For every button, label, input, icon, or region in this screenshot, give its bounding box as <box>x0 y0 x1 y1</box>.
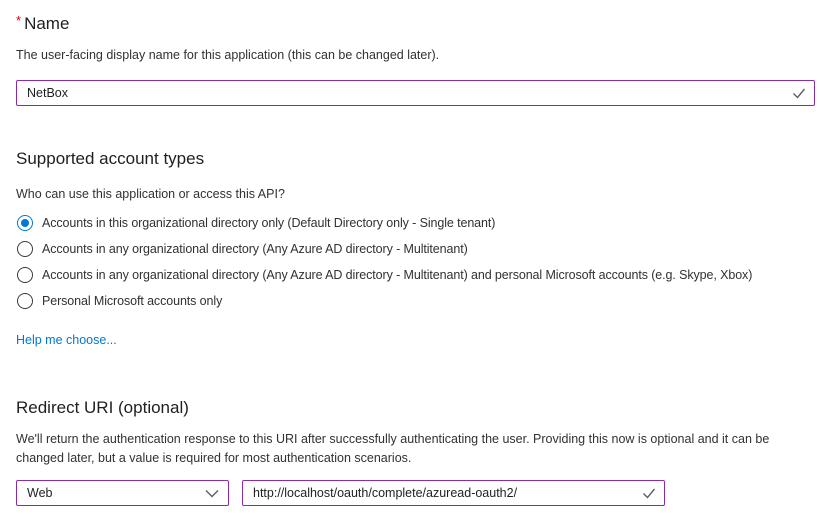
platform-select[interactable] <box>16 480 229 506</box>
radio-option-label: Accounts in this organizational directory only (Default Directory only - Single tenant) <box>42 216 496 230</box>
name-input-container <box>16 80 815 106</box>
app-registration-form <box>0 10 829 506</box>
required-asterisk: * <box>16 13 22 28</box>
radio-button[interactable] <box>17 293 33 309</box>
radio-option-personal-only[interactable] <box>16 288 815 314</box>
radio-button[interactable] <box>17 241 33 257</box>
radio-option-multitenant-personal[interactable] <box>16 262 815 288</box>
name-section-title <box>16 10 815 35</box>
platform-select-value: Web <box>27 486 53 500</box>
account-types-radio-group <box>16 210 815 314</box>
radio-button[interactable] <box>17 267 33 283</box>
name-label: Name <box>24 14 70 33</box>
chevron-down-icon <box>205 489 219 498</box>
redirect-uri-controls <box>16 480 815 506</box>
redirect-uri-input[interactable] <box>242 480 665 506</box>
redirect-uri-description: We'll return the authentication response to this URI after successfully authenticating the user. Providing this now is optional and it can be changed later, but a value is required for most authentication scenarios. <box>16 432 770 465</box>
redirect-uri-title: Redirect URI (optional) <box>16 398 189 417</box>
radio-option-multitenant[interactable] <box>16 236 815 262</box>
name-description: The user-facing display name for this application (this can be changed later). <box>16 48 440 62</box>
help-me-choose-link[interactable]: Help me choose... <box>16 333 117 347</box>
radio-option-single-tenant[interactable] <box>16 210 815 236</box>
radio-button[interactable] <box>17 215 33 231</box>
radio-option-label: Personal Microsoft accounts only <box>42 294 223 308</box>
redirect-uri-input-container <box>242 480 665 506</box>
account-types-title: Supported account types <box>16 149 205 168</box>
radio-option-label: Accounts in any organizational directory (Any Azure AD directory - Multitenant) and personal Microsoft accounts (e.g. Skype, Xbox) <box>42 268 753 282</box>
name-input[interactable] <box>16 80 815 106</box>
account-types-question: Who can use this application or access this API? <box>16 187 285 201</box>
radio-option-label: Accounts in any organizational directory (Any Azure AD directory - Multitenant) <box>42 242 468 256</box>
